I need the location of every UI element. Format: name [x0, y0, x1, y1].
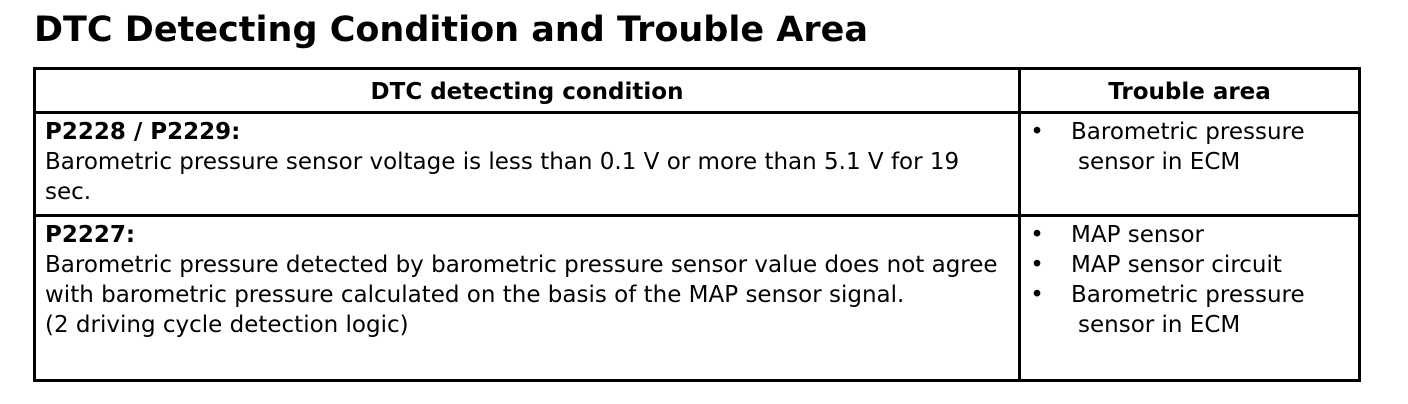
header-dtc-detecting-condition: DTC detecting condition	[35, 69, 1020, 113]
list-item	[1027, 280, 1354, 340]
trouble-area-list	[1027, 117, 1354, 177]
page-title: DTC Detecting Condition and Trouble Area	[34, 10, 868, 50]
list-item	[1027, 220, 1354, 250]
trouble-area-text: MAP sensor circuit	[1071, 252, 1282, 278]
trouble-area-cell	[1020, 216, 1360, 381]
detection-logic-note: (2 driving cycle detection logic)	[45, 312, 409, 338]
bullet-icon: •	[1030, 282, 1044, 308]
table-row	[35, 216, 1360, 381]
trouble-area-text: Barometric pressure sensor in ECM	[1071, 119, 1305, 175]
bullet-icon: •	[1030, 222, 1044, 248]
header-trouble-area: Trouble area	[1020, 69, 1360, 113]
trouble-area-list	[1027, 220, 1354, 340]
trouble-area-text: Barometric pressure sensor in ECM	[1071, 282, 1305, 338]
bullet-icon: •	[1030, 252, 1044, 278]
condition-cell	[35, 216, 1020, 381]
trouble-area-text: MAP sensor	[1071, 222, 1204, 248]
list-item	[1027, 250, 1354, 280]
table-header-row	[35, 69, 1360, 113]
trouble-area-cell	[1020, 113, 1360, 216]
dtc-code: P2227:	[45, 222, 136, 248]
list-item	[1027, 117, 1354, 177]
condition-cell	[35, 113, 1020, 216]
condition-description: Barometric pressure sensor voltage is less than 0.1 V or more than 5.1 V for 19 sec.	[45, 149, 960, 205]
bullet-icon: •	[1030, 119, 1044, 145]
dtc-table	[33, 67, 1361, 382]
table-row	[35, 113, 1360, 216]
condition-description: Barometric pressure detected by barometric pressure sensor value does not agree with barometric pressure calculated on the basis of the MAP sensor signal.	[45, 252, 998, 308]
dtc-code: P2228 / P2229:	[45, 119, 241, 145]
